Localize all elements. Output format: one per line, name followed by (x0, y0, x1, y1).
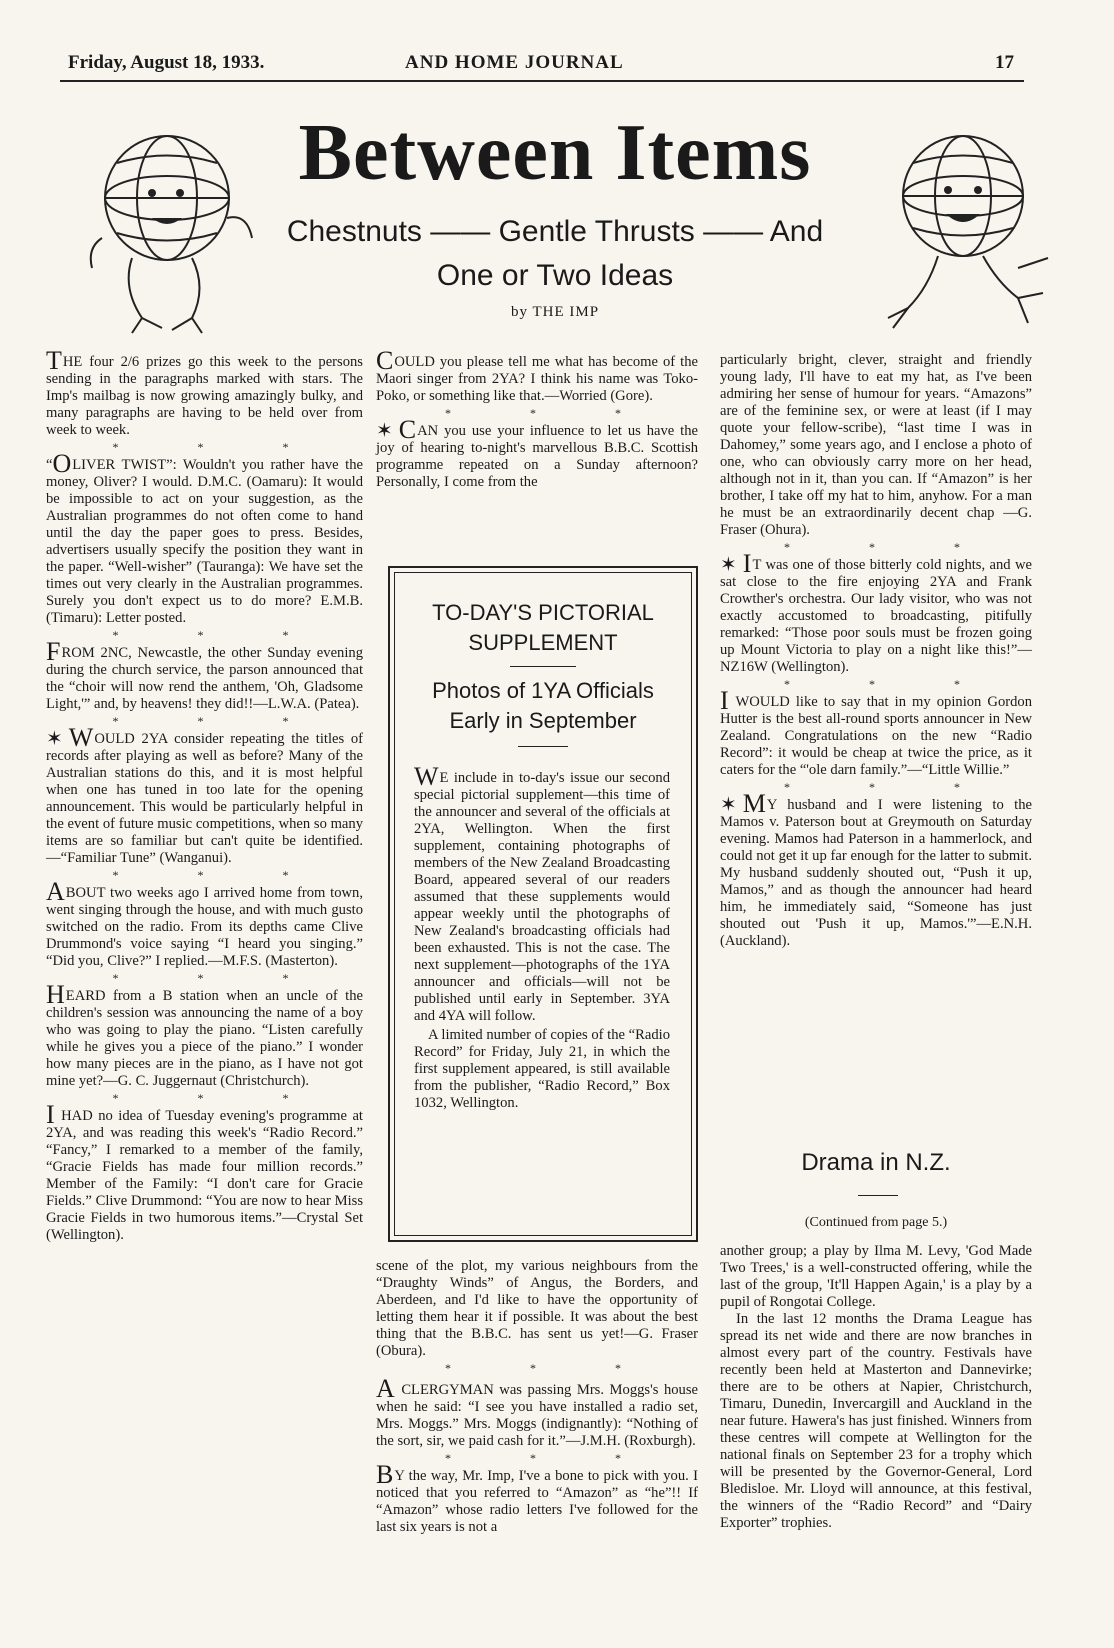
drop-cap: H (46, 980, 65, 1009)
drop-cap: A (376, 1374, 395, 1403)
drop-cap: C (398, 415, 417, 444)
star-divider: * * * (784, 677, 998, 691)
page-number: 17 (995, 52, 1014, 73)
paragraph: I WOULD like to say that in my opinion Gordon Hutter is the best all-round sports announcer in New Zealand. Congratulations on the new “Radio Record”: it would be cheap at twice the price, as it caters for the “'ole darn family.”—“Little Willie.” (720, 686, 1032, 778)
drop-cap: W (68, 723, 94, 752)
prize-star-icon: ✶ (376, 420, 393, 442)
star-divider: * * * (445, 406, 659, 420)
subtitle-line-2: One or Two Ideas (436, 259, 674, 292)
drop-cap: C (376, 346, 394, 375)
drop-cap: F (46, 637, 61, 666)
subtitle-line-1: Chestnuts —— Gentle Thrusts —— And (286, 215, 824, 248)
supplement-notice-box (388, 566, 698, 1242)
paragraph: A limited number of copies of the “Radio Record” for Friday, July 21, in which the first supplement appeared, is still available from the publisher, “Radio Record,” Box 1032, Wellington. (414, 1027, 670, 1111)
paragraph: BY the way, Mr. Imp, I've a bone to pick with you. I noticed that you referred to “Amazon” as “he”!! If “Amazon” whose radio letters I've followed for the last six years is not a (376, 1460, 698, 1535)
paragraph: FROM 2NC, Newcastle, the other Sunday evening during the church service, the parson announced that the “choir will now rend the anthem, 'Oh, Gladsome Light,'” and, by heavens! they did!!—L.W.A. (Patea). (46, 637, 363, 712)
column-2-bottom (376, 1258, 698, 1536)
prize-star-icon: ✶ (46, 728, 63, 750)
section-title: Between Items (298, 109, 812, 197)
paragraph: another group; a play by Ilma M. Levy, 'God Made Two Trees,' is a well-constructed offering, while the last of the group, 'It'll Happen Again,' is a play by a pupil of Rongotai College. (720, 1243, 1032, 1310)
paragraph: THE four 2/6 prizes go this week to the persons sending in the paragraphs marked with stars. The Imp's mailbag is now growing amazingly bulky, and many paragraphs are having to be held over from week to week. (46, 346, 363, 438)
paragraph: A CLERGYMAN was passing Mrs. Moggs's house when he said: “I see you have installed a radio set, Mrs. Moggs.” Mrs. Moggs (indignantly): “Nothing of the sort, sir, we paid cash for it.”—J.M.H. (Roxburgh). (376, 1374, 698, 1449)
section-subtitle (240, 210, 870, 298)
drop-cap: B (376, 1460, 394, 1489)
star-divider: * * * (784, 780, 998, 794)
box-heading: TO-DAY'S PICTORIAL SUPPLEMENT (432, 600, 654, 655)
drop-cap: T (46, 346, 62, 375)
drop-cap: I (46, 1100, 55, 1129)
star-divider: * * * (112, 971, 327, 985)
star-divider: * * * (112, 714, 327, 728)
byline: by THE IMP (510, 304, 600, 320)
drop-cap: A (46, 877, 65, 906)
star-divider: * * * (112, 440, 327, 454)
paragraph: ABOUT two weeks ago I arrived home from town, went singing through the house, and with much gusto switched on the radio. From its depths came Clive Drummond's voice saying “I heard you singing.” “Did you, Clive?” I replied.—M.F.S. (Masterton). (46, 877, 363, 969)
column-2-top (376, 346, 698, 491)
column-1 (46, 346, 363, 1244)
paragraph: I HAD no idea of Tuesday evening's programme at 2YA, and was reading this week's “Radio Record.” “Fancy,” I remarked to a member of the family, “Gracie Fields has made four million records.” Member of the Family: “I don't care for Gracie Fields.” Clive Drummond: “You are now to hear Miss Gracie Fields in two humorous items.”—Crystal Set (Wellington). (46, 1100, 363, 1243)
star-divider: * * * (445, 1451, 659, 1465)
drama-article-title: Drama in N.Z. (801, 1149, 951, 1176)
star-divider: * * * (112, 868, 327, 882)
paragraph: COULD you please tell me what has become of the Maori singer from 2YA? I think his name was Toko-Poko, or something like that.—Worried (Gore). (376, 346, 698, 404)
paragraph: “OLIVER TWIST”: Wouldn't you rather have the money, Oliver? I would. D.M.C. (Oamaru): It would be impossible to act on your suggestion, as the Australian programmes do not often come to hand until the day the paper goes to press. Besides, advertisers usually specify the position they want in the paper. “Well-wisher” (Tauranga): We have set the times out very clearly in the Australian programmes. Surely you don't expect us to do more? E.M.B. (Timaru): Letter posted. (46, 449, 363, 626)
paragraph: scene of the plot, my various neighbours from the “Draughty Winds” of Angus, the Borders, and Aberdeen, and I'd like to have the opportunity of letting them hear it if possible. It was about the best thing that the B.B.C. has sent us yet!—G. Fraser (Obura). (376, 1258, 698, 1359)
box-rule (518, 746, 568, 747)
paragraph: HEARD from a B station when an uncle of the children's session was announcing the name of a boy who was going to play the piano. “Listen carefully while he gives you a piece of the piano.” I wonder how many pieces are in the piano, as I have not got mine yet?—G. C. Juggernaut (Christchurch). (46, 980, 363, 1089)
journal-name: AND HOME JOURNAL (405, 52, 624, 73)
paragraph-prize: ✶ IT was one of those bitterly cold nights, and we sat close to the fire enjoying 2YA and Frank Crowther's orchestra. Our lady visitor, who was not exactly accustomed to broadcasting, pitifully remarked: “Those poor souls must be frozen going up Mount Victoria to play on a night like this!”—NZ16W (Wellington). (720, 549, 1032, 675)
star-divider: * * * (445, 1361, 659, 1375)
drop-cap: I (720, 686, 729, 715)
drama-rule (858, 1195, 898, 1196)
drop-cap: I (742, 549, 752, 578)
star-divider: * * * (784, 540, 998, 554)
drop-cap: M (742, 789, 766, 818)
box-subheading: Photos of 1YA Officials Early in September (432, 678, 654, 733)
column-3-top (720, 352, 1032, 950)
paragraph: particularly bright, clever, straight and friendly young lady, I'll have to eat my hat, as I've been admiring her sense of humour for years. “Amazons” are of the feminine sex, or were at least (if I may quote your fellow-scribe), “last time I was in Dahomey,” some years ago, and I enclose a photo of one, who can obviously carry more on her head, although not in it, than you can. If “Amazon” is her brother, I take off my hat to him, anyhow. For a man he must be an extraordinarily decent chap —G. Fraser (Ohura). (720, 352, 1032, 538)
header-rule (60, 80, 1024, 82)
box-body (414, 762, 670, 1112)
prize-star-icon: ✶ (720, 794, 737, 816)
paragraph-prize: ✶ CAN you use your influence to let us have the joy of hearing to-night's marvellous B.B.C. Scottish programme repeated on a Sunday afternoon? Personally, I come from the (376, 415, 698, 490)
drama-article-body (720, 1243, 1032, 1532)
continued-note: (Continued from page 5.) (804, 1215, 948, 1230)
drop-cap: O (52, 449, 72, 478)
globe-character-right-illustration (868, 118, 1058, 338)
paragraph: In the last 12 months the Drama League has spread its net wide and there are now branches in almost every part of the country. Festivals have recently been held at Masterton and Dannevirke; there are to be others at Napier, Christchurch, Timaru, Dunedin, Invercargill and Auckland in the near future. Hawera's has just finished. Winners from these centres will compete at Wellington for the national finals on September 23 for a trophy which will be presented by the Governor-General, Lord Bledisloe. Mr. Lloyd will announce, at this festival, the winners of the “Radio Record” and “Dairy Exporter” trophies. (720, 1311, 1032, 1531)
star-divider: * * * (112, 628, 327, 642)
box-rule (510, 666, 576, 667)
drop-cap: W (414, 762, 439, 791)
issue-date: Friday, August 18, 1933. (68, 52, 265, 73)
paragraph-prize: ✶ WOULD 2YA consider repeating the titles of records after playing as well as before? Many of the Australian stations do this, and it is most helpful when one has tuned in too late for the opening announcement. This would be particularly helpful in the event of future music competitions, when so many items are so familiar but can't quite be identified.—“Familiar Tune” (Wanganui). (46, 723, 363, 866)
star-divider: * * * (112, 1091, 327, 1105)
paragraph: WE include in to-day's issue our second special pictorial supplement—this time of the announcer and several of the officials at 2YA, Wellington. When the first supplement, containing photographs of members of the New Zealand Broadcasting Board, appeared several of our readers assumed that these supplements would appear weekly until the photographs of New Zealand's broadcasting officials had been exhausted. This is not the case. The next supplement—photographs of the 1YA announcer and officials—will not be published until early in September. 3YA and 4YA will follow. (414, 762, 670, 1024)
prize-star-icon: ✶ (720, 554, 737, 576)
paragraph-prize: ✶ MY husband and I were listening to the Mamos v. Paterson bout at Greymouth on Saturday evening. Mamos had Paterson in a hammerlock, and could not get it up far enough for the latter to submit. My husband suddenly shouted out, “Push it up, Mamos,” and as though the announcer had heard him, he immediately said, “Someone has just shouted out 'Push it up, Mamos.'”—E.N.H. (Auckland). (720, 789, 1032, 949)
